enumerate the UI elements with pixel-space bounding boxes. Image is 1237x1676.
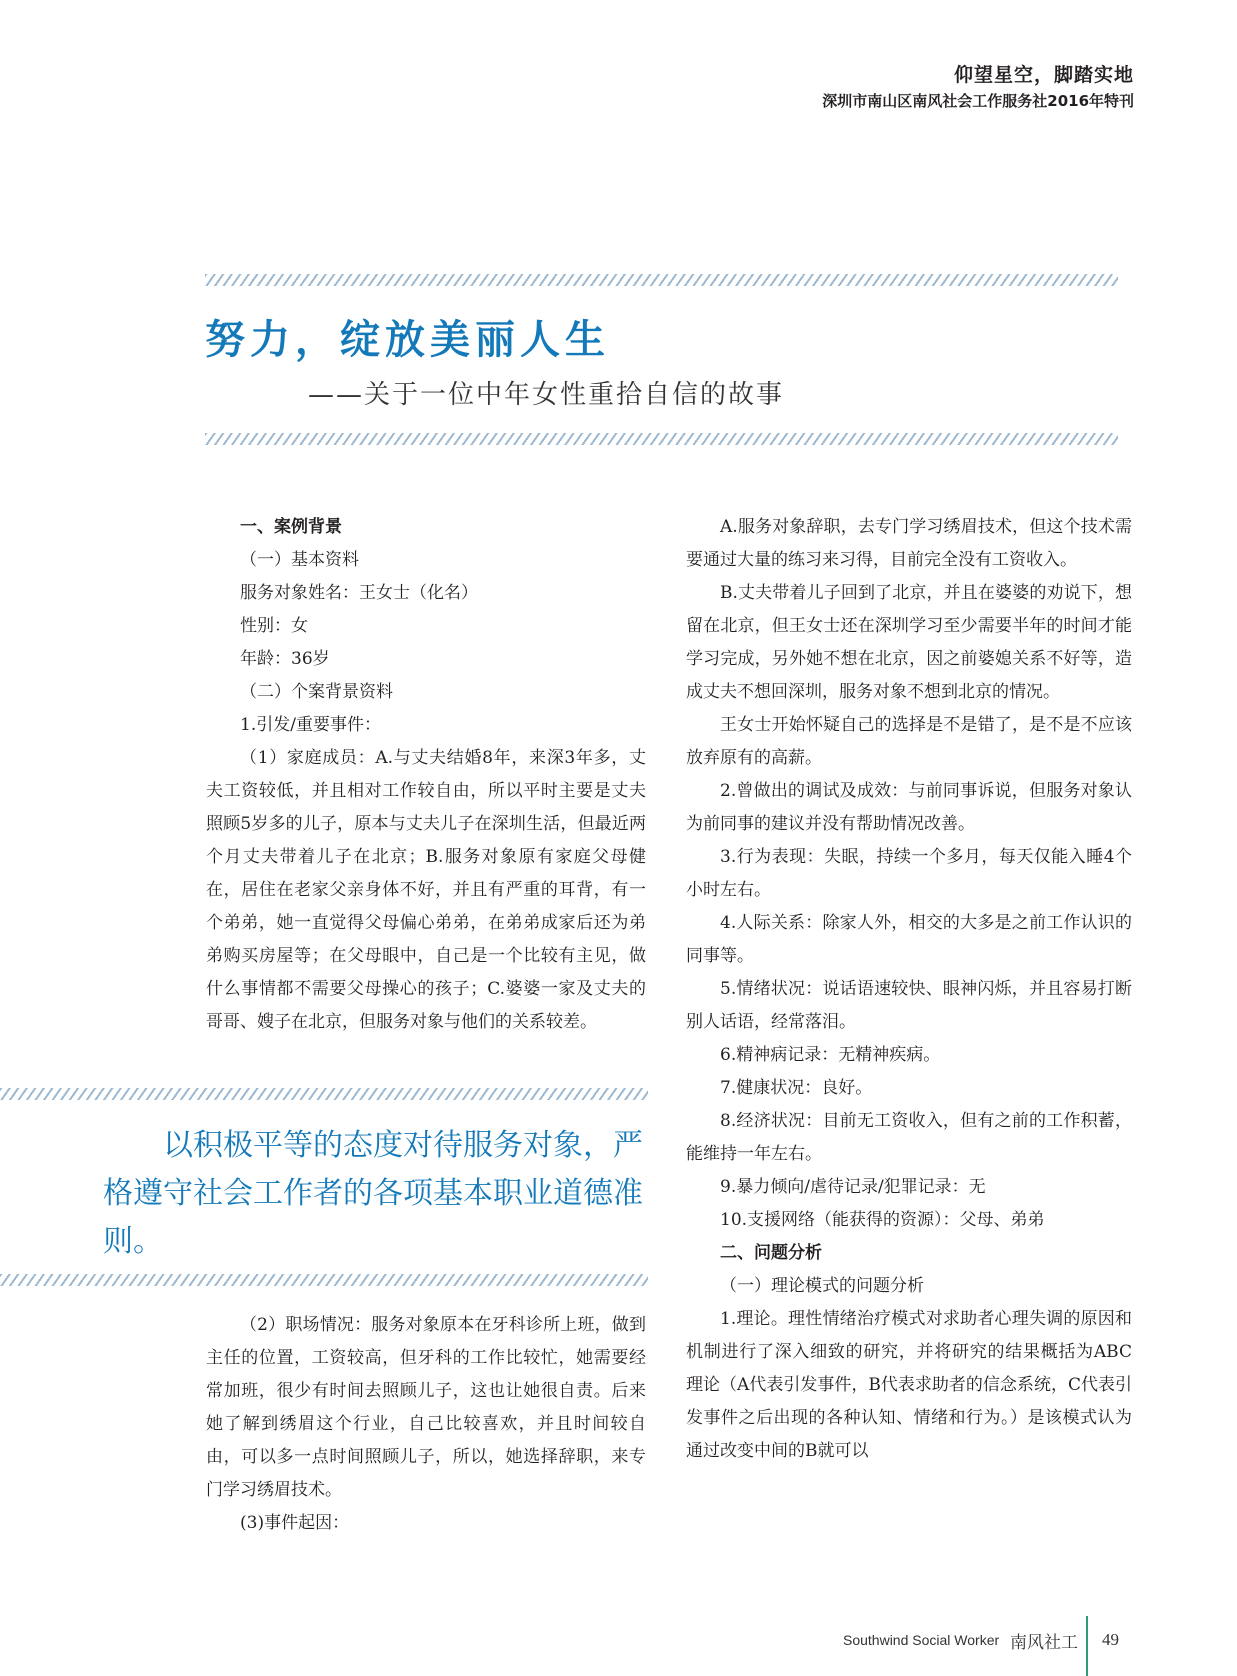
paragraph: A.服务对象辞职，去专门学习绣眉技术，但这个技术需要通过大量的练习来习得，目前完全没有工资收入。	[686, 517, 1132, 570]
paragraph: 8.经济状况：目前无工资收入，但有之前的工作积蓄，能维持一年左右。	[686, 1111, 1132, 1164]
section-heading: 二、问题分析	[720, 1243, 822, 1263]
paragraph: 1.理论。理性情绪治疗模式对求助者心理失调的原因和机制进行了深入细致的研究，并将研究的结果概括为ABC理论（A代表引发事件，B代表求助者的信念系统，C代表引发事件之后出现的各种认知、情绪和行为。）是该模式认为通过改变中间的B就可以	[686, 1309, 1132, 1461]
paragraph: （2）职场情况：服务对象原本在牙科诊所上班，做到主任的位置，工资较高，但牙科的工作比较忙，她需要经常加班，很少有时间去照顾儿子，这也让她很自责。后来她了解到绣眉这个行业，自己比较喜欢，并且时间较自由，可以多一点时间照顾儿子，所以，她选择辞职，来专门学习绣眉技术。	[206, 1315, 646, 1500]
section-heading: 一、案例背景	[240, 517, 342, 537]
paragraph: 5.情绪状况：说话语速较快、眼神闪烁，并且容易打断别人话语，经常落泪。	[686, 979, 1132, 1032]
paragraph: 7.健康状况：良好。	[720, 1078, 873, 1098]
paragraph: 服务对象姓名：王女士（化名）	[240, 583, 478, 603]
page-number: 49	[1102, 1630, 1119, 1649]
paragraph: (3)事件起因：	[240, 1513, 350, 1533]
paragraph: B.丈夫带着儿子回到了北京，并且在婆婆的劝说下，想留在北京，但王女士还在深圳学习至少需要半年的时间才能学习完成，另外她不想在北京，因之前婆媳关系不好等，造成丈夫不想回深圳，服务对象不想到北京的情况。	[686, 583, 1132, 702]
paragraph: 3.行为表现：失眠，持续一个多月，每天仅能入睡4个小时左右。	[686, 847, 1132, 900]
paragraph: 2.曾做出的调试及成效：与前同事诉说，但服务对象认为前同事的建议并没有帮助情况改善。	[686, 781, 1132, 834]
footer-publication-chinese: 南风社工	[1010, 1633, 1078, 1653]
paragraph: 9.暴力倾向/虐待记录/犯罪记录：无	[720, 1177, 986, 1197]
left-column	[206, 511, 646, 1039]
article-title: 努力，绽放美丽人生	[205, 317, 610, 363]
quote-bottom-divider	[0, 1274, 648, 1286]
paragraph: （1）家庭成员：A.与丈夫结婚8年，来深3年多，丈夫工资较低，并且相对工作较自由，所以平时主要是丈夫照顾5岁多的儿子，原本与丈夫儿子在深圳生活，但最近两个月丈夫带着儿子在北京；B.服务对象原有家庭父母健在，居住在老家父亲身体不好，并且有严重的耳背，有一个弟弟，她一直觉得父母偏心弟弟，在弟弟成家后还为弟弟购买房屋等；在父母眼中，自己是一个比较有主见，做什么事情都不需要父母操心的孩子；C.婆婆一家及丈夫的哥哥、嫂子在北京，但服务对象与他们的关系较差。	[206, 748, 646, 1032]
title-top-divider	[205, 274, 1118, 286]
subsection-heading: （一）基本资料	[240, 550, 359, 570]
paragraph: 王女士开始怀疑自己的选择是不是错了，是不是不应该放弃原有的高薪。	[686, 715, 1132, 768]
paragraph: 性别：女	[240, 616, 308, 636]
subsection-heading: （一）理论模式的问题分析	[720, 1276, 924, 1296]
paragraph: 年龄：36岁	[240, 649, 330, 669]
article-subtitle: ——关于一位中年女性重拾自信的故事	[308, 380, 785, 410]
right-column	[686, 511, 1132, 1468]
left-column-continued	[206, 1309, 646, 1540]
paragraph: 10.支援网络（能获得的资源）：父母、弟弟	[720, 1210, 1045, 1230]
footer-divider	[1086, 1616, 1088, 1676]
header-organization: 深圳市南山区南风社会工作服务社2016年特刊	[822, 92, 1134, 110]
paragraph: 4.人际关系：除家人外，相交的大多是之前工作认识的同事等。	[686, 913, 1132, 966]
title-bottom-divider	[205, 433, 1118, 445]
header-slogan: 仰望星空，脚踏实地	[953, 64, 1134, 86]
quote-top-divider	[0, 1088, 648, 1100]
subsection-heading: （二）个案背景资料	[240, 682, 393, 702]
pull-quote: 以积极平等的态度对待服务对象，严格遵守社会工作者的各项基本职业道德准则。	[103, 1128, 643, 1259]
paragraph: 1.引发/重要事件：	[240, 715, 381, 735]
paragraph: 6.精神病记录：无精神疾病。	[720, 1045, 941, 1065]
footer-publication-english: Southwind Social Worker	[843, 1632, 1000, 1648]
